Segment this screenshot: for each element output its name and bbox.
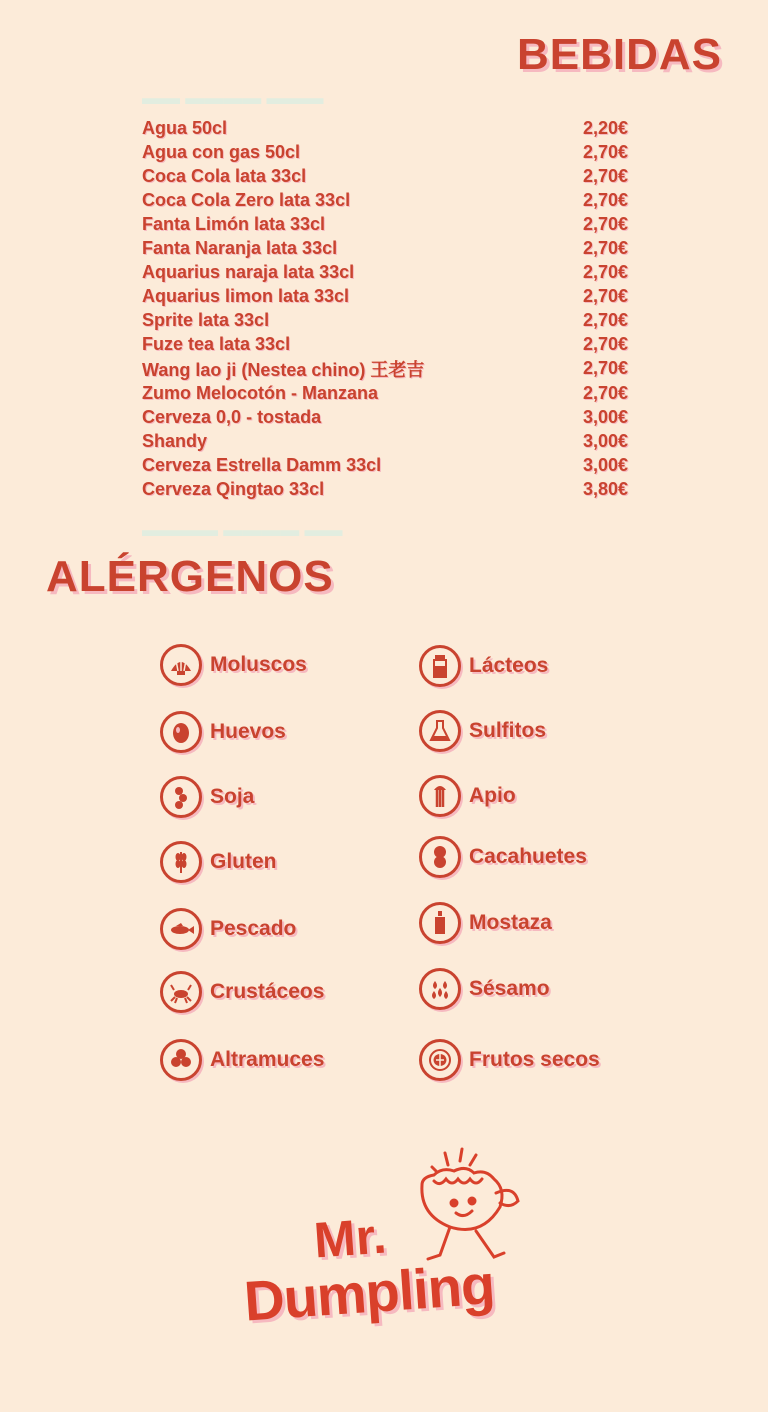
drink-name: Sprite lata 33cl (142, 310, 270, 331)
drink-name: Agua 50cl (142, 117, 228, 138)
crab-icon (160, 971, 202, 1013)
allergen-item (419, 1039, 600, 1081)
drink-row (142, 453, 628, 477)
lupin-icon (160, 1039, 202, 1081)
drink-name: Cerveza Qingtao 33cl (142, 478, 325, 499)
allergen-item (160, 908, 296, 950)
drink-row (142, 116, 628, 140)
allergen-label: Sésamo (469, 977, 550, 1000)
drink-row (142, 429, 628, 453)
allergen-label: Apio (469, 784, 516, 807)
drink-name: Cerveza 0,0 - tostada (142, 406, 322, 427)
allergen-item (160, 776, 254, 818)
drink-price: 2,70€ (582, 382, 628, 403)
egg-icon (160, 711, 202, 753)
allergen-label: Gluten (210, 850, 277, 873)
drink-price: 2,70€ (582, 310, 628, 331)
shell-icon (160, 644, 202, 686)
drink-row (142, 477, 628, 501)
allergen-item (160, 1039, 324, 1081)
mustard-icon (419, 902, 461, 944)
drink-row (142, 236, 628, 260)
logo-text-mr: Mr. (312, 1207, 389, 1269)
sesame-icon (419, 968, 461, 1010)
drink-price: 3,80€ (582, 478, 628, 499)
drink-price: 2,70€ (582, 358, 628, 379)
drink-row (142, 261, 628, 285)
flask-icon (419, 710, 461, 752)
allergen-label: Frutos secos (469, 1048, 600, 1071)
peanut-icon (419, 836, 461, 878)
allergen-item (419, 968, 550, 1010)
nut-icon (419, 1039, 461, 1081)
section-title-bebidas: BEBIDAS (516, 30, 722, 79)
drink-name: Aquarius naraja lata 33cl (142, 262, 355, 283)
drink-row (142, 381, 628, 405)
allergen-label: Pescado (210, 917, 297, 940)
allergen-label: Sulfitos (469, 719, 546, 742)
drink-name: Zumo Melocotón - Manzana (142, 382, 378, 403)
drink-name: Wang lao ji (Nestea chino) 王老吉 (142, 359, 425, 380)
drink-name: Fuze tea lata 33cl (142, 334, 291, 355)
allergen-item (419, 836, 587, 878)
drink-name: Aquarius limon lata 33cl (142, 286, 350, 307)
drink-name: Agua con gas 50cl (142, 141, 301, 162)
drink-row (142, 309, 628, 333)
drink-price: 2,70€ (582, 286, 628, 307)
allergen-item (160, 644, 307, 686)
allergen-item (160, 711, 286, 753)
drink-row (142, 164, 628, 188)
logo-text-dumpling: Dumpling (242, 1252, 497, 1333)
allergen-item (419, 902, 552, 944)
allergen-label: Altramuces (210, 1048, 325, 1071)
drink-price: 2,70€ (582, 213, 628, 234)
drink-name: Coca Cola Zero lata 33cl (142, 189, 351, 210)
drink-price: 2,70€ (582, 165, 628, 186)
drink-row (142, 140, 628, 164)
drink-name: Fanta Naranja lata 33cl (142, 238, 338, 259)
allergen-label: Crustáceos (210, 980, 325, 1003)
drink-row (142, 188, 628, 212)
allergen-item (160, 971, 324, 1013)
drink-row (142, 285, 628, 309)
ghost-text: ▬▬▬▬ ▬▬▬▬ ▬▬ (142, 520, 343, 541)
ghost-text: ▬▬ ▬▬▬▬ ▬▬▬ (142, 88, 324, 109)
allergen-label: Huevos (210, 720, 286, 743)
milk-icon (419, 645, 461, 687)
drink-price: 2,70€ (582, 334, 628, 355)
drink-price: 3,00€ (582, 406, 628, 427)
drink-name: Fanta Limón lata 33cl (142, 213, 326, 234)
drink-name: Cerveza Estrella Damm 33cl (142, 454, 382, 475)
drink-price: 2,70€ (582, 262, 628, 283)
allergen-item (160, 841, 277, 883)
allergen-label: Lácteos (469, 654, 549, 677)
section-title-alergenos: ALÉRGENOS (46, 552, 334, 601)
soy-icon (160, 776, 202, 818)
drink-name: Shandy (142, 430, 208, 451)
drink-row (142, 357, 628, 381)
drink-price: 3,00€ (582, 454, 628, 475)
drink-price: 2,70€ (582, 238, 628, 259)
wheat-icon (160, 841, 202, 883)
drink-price: 2,70€ (582, 141, 628, 162)
drink-list (142, 116, 628, 502)
allergen-label: Mostaza (469, 911, 552, 934)
drink-row (142, 405, 628, 429)
allergen-item (419, 645, 548, 687)
allergen-label: Soja (210, 785, 255, 808)
brand-logo (240, 1145, 540, 1345)
drink-price: 3,00€ (582, 430, 628, 451)
fish-icon (160, 908, 202, 950)
drink-name: Coca Cola lata 33cl (142, 165, 307, 186)
drink-row (142, 333, 628, 357)
drink-price: 2,70€ (582, 189, 628, 210)
allergen-label: Cacahuetes (469, 845, 587, 868)
drink-row (142, 212, 628, 236)
celery-icon (419, 775, 461, 817)
allergen-item (419, 775, 516, 817)
drink-price: 2,20€ (582, 117, 628, 138)
allergen-item (419, 710, 546, 752)
allergen-label: Moluscos (210, 653, 307, 676)
